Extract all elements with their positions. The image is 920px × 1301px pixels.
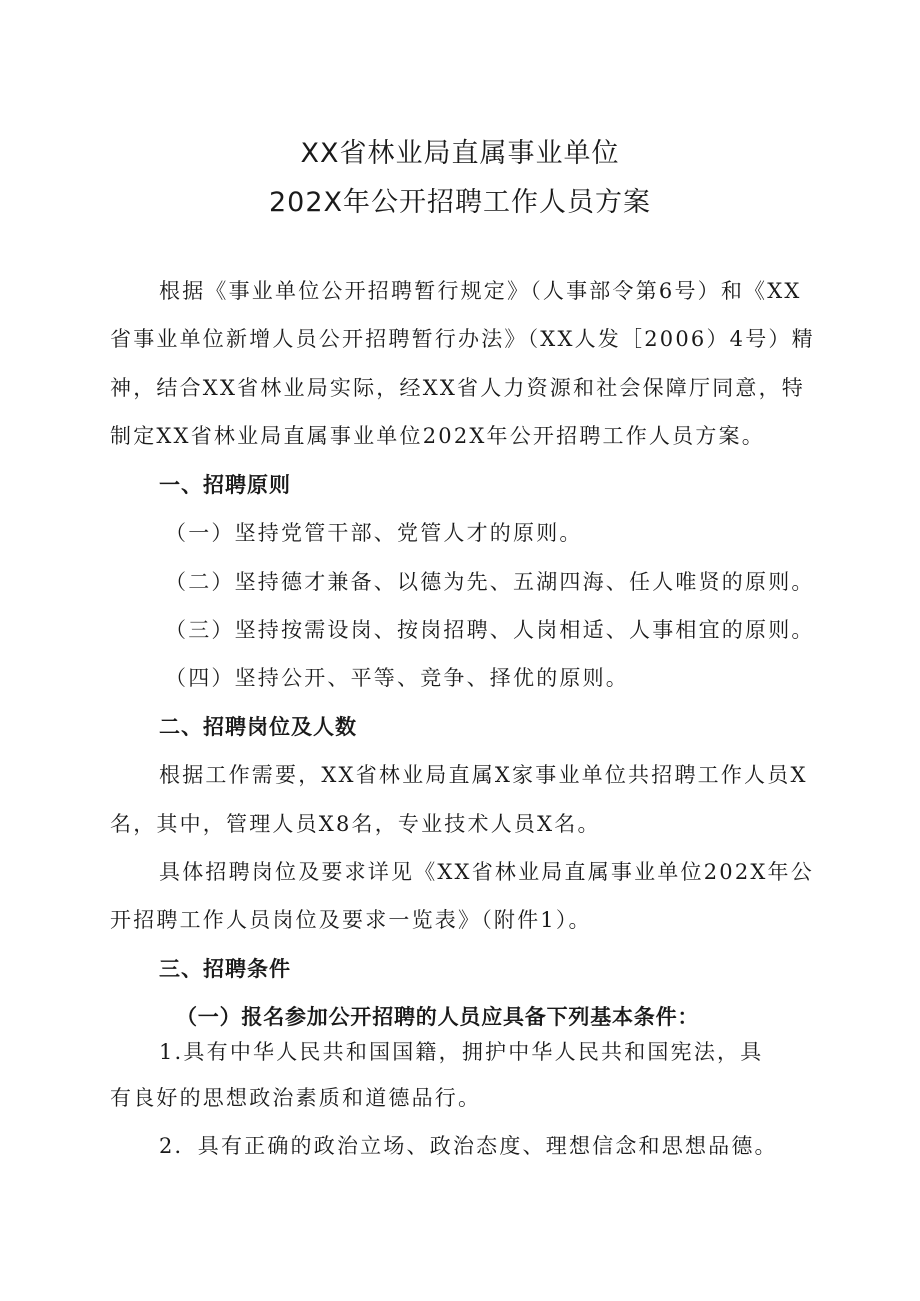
intro-line-1: 根据《事业单位公开招聘暂行规定》（人事部令第6号）和《XX bbox=[159, 279, 802, 303]
positions-para-1-line-1: 根据工作需要，XX省林业局直属X家事业单位共招聘工作人员X bbox=[159, 763, 808, 787]
condition-1-line-1: 1.具有中华人民共和国国籍，拥护中华人民共和国宪法，具 bbox=[159, 1040, 764, 1064]
condition-2: 2．具有正确的政治立场、政治态度、理想信念和思想品德。 bbox=[159, 1134, 778, 1158]
positions-para-2-line-1: 具体招聘岗位及要求详见《XX省林业局直属事业单位202X年公 bbox=[159, 860, 814, 884]
positions-para-1-line-2: 名，其中，管理人员X8名，专业技术人员X名。 bbox=[110, 812, 601, 836]
section-1-heading: 一、招聘原则 bbox=[159, 473, 291, 497]
section-3-subheading: （一）报名参加公开招聘的人员应具备下列基本条件： bbox=[176, 1005, 700, 1029]
principle-item-3: （三）坚持按需设岗、按岗招聘、人岗相适、人事相宜的原则。 bbox=[165, 618, 815, 642]
positions-para-2-line-2: 开招聘工作人员岗位及要求一览表》（附件1）。 bbox=[110, 908, 592, 932]
principle-item-2: （二）坚持德才兼备、以德为先、五湖四海、任人唯贤的原则。 bbox=[165, 570, 815, 594]
document-title-line-1: XX省林业局直属事业单位 bbox=[300, 138, 620, 169]
document-title-line-2: 202X年公开招聘工作人员方案 bbox=[268, 187, 652, 218]
principle-item-4: （四）坚持公开、平等、竞争、择优的原则。 bbox=[165, 666, 629, 690]
condition-1-line-2: 有良好的思想政治素质和道德品行。 bbox=[110, 1086, 482, 1110]
intro-line-4: 制定XX省林业局直属事业单位202X年公开招聘工作人员方案。 bbox=[110, 424, 765, 448]
section-2-heading: 二、招聘岗位及人数 bbox=[159, 715, 357, 739]
principle-item-1: （一）坚持党管干部、党管人才的原则。 bbox=[165, 521, 583, 545]
intro-line-2: 省事业单位新增人员公开招聘暂行办法》（XX人发［2006）4号）精 bbox=[110, 327, 815, 351]
intro-line-3: 神，结合XX省林业局实际，经XX省人力资源和社会保障厅同意，特 bbox=[110, 376, 805, 400]
section-3-heading: 三、招聘条件 bbox=[159, 957, 291, 981]
